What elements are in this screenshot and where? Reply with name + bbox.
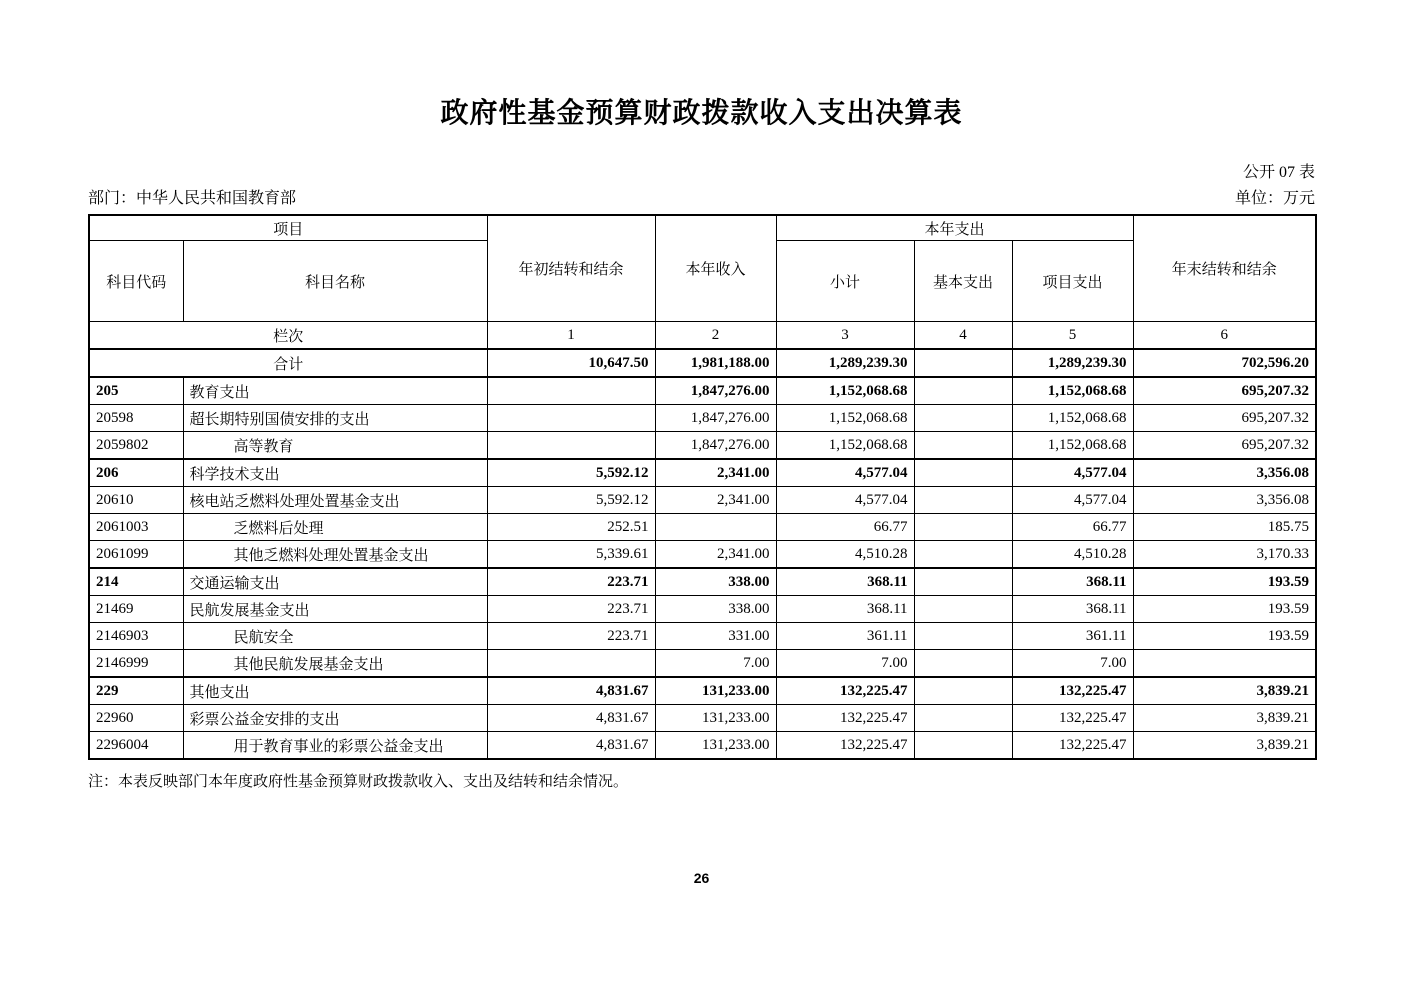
table-row (89, 732, 1316, 760)
subject-code-cell: 21469 (89, 596, 183, 623)
subject-name-cell: 教育支出 (183, 377, 487, 405)
subject-code-cell: 205 (89, 377, 183, 405)
subject-name-cell: 核电站乏燃料处理处置基金支出 (183, 487, 487, 514)
value-cell (914, 459, 1012, 487)
value-cell: 1,152,068.68 (776, 377, 914, 405)
column-index-label: 栏次 (89, 322, 487, 350)
value-cell: 3,356.08 (1133, 459, 1316, 487)
document-sheet (88, 0, 1315, 792)
value-cell (914, 650, 1012, 678)
header-end-balance: 年末结转和结余 (1133, 215, 1316, 322)
header-project: 项目 (89, 215, 487, 241)
value-cell (914, 377, 1012, 405)
value-cell: 4,510.28 (776, 541, 914, 569)
value-cell: 252.51 (487, 514, 655, 541)
value-cell: 132,225.47 (1012, 705, 1133, 732)
value-cell: 3,839.21 (1133, 732, 1316, 760)
value-cell: 4,577.04 (1012, 487, 1133, 514)
value-cell: 185.75 (1133, 514, 1316, 541)
value-cell: 2,341.00 (655, 541, 776, 569)
budget-table (88, 214, 1317, 760)
column-index: 5 (1012, 322, 1133, 350)
table-row (89, 432, 1316, 460)
value-cell: 368.11 (1012, 568, 1133, 596)
table-row (89, 677, 1316, 705)
value-cell (1133, 650, 1316, 678)
value-cell: 132,225.47 (776, 732, 914, 760)
value-cell: 695,207.32 (1133, 377, 1316, 405)
header-subject-name: 科目名称 (183, 241, 487, 322)
value-cell: 1,981,188.00 (655, 349, 776, 377)
value-cell: 695,207.32 (1133, 432, 1316, 460)
value-cell (487, 650, 655, 678)
unit-label: 单位：万元 (1234, 190, 1315, 207)
subject-code-cell: 2296004 (89, 732, 183, 760)
value-cell: 7.00 (1012, 650, 1133, 678)
value-cell: 1,847,276.00 (655, 377, 776, 405)
value-cell (914, 732, 1012, 760)
value-cell: 1,152,068.68 (776, 405, 914, 432)
subject-name-cell: 彩票公益金安排的支出 (183, 705, 487, 732)
table-row (89, 459, 1316, 487)
value-cell (487, 377, 655, 405)
value-cell: 66.77 (776, 514, 914, 541)
table-row (89, 650, 1316, 678)
value-cell: 4,577.04 (1012, 459, 1133, 487)
value-cell: 702,596.20 (1133, 349, 1316, 377)
table-row (89, 514, 1316, 541)
subject-code-cell: 2061099 (89, 541, 183, 569)
value-cell (487, 405, 655, 432)
value-cell: 1,847,276.00 (655, 432, 776, 460)
value-cell (914, 596, 1012, 623)
value-cell: 193.59 (1133, 623, 1316, 650)
subject-code-cell: 2059802 (89, 432, 183, 460)
value-cell: 131,233.00 (655, 732, 776, 760)
value-cell: 361.11 (776, 623, 914, 650)
value-cell: 7.00 (655, 650, 776, 678)
value-cell: 368.11 (776, 596, 914, 623)
header-row-1 (89, 215, 1316, 241)
subject-name-cell: 其他民航发展基金支出 (183, 650, 487, 678)
subject-name-cell: 用于教育事业的彩票公益金支出 (183, 732, 487, 760)
value-cell: 193.59 (1133, 568, 1316, 596)
value-cell: 66.77 (1012, 514, 1133, 541)
subject-code-cell: 229 (89, 677, 183, 705)
column-index: 3 (776, 322, 914, 350)
table-row (89, 596, 1316, 623)
header-begin-balance: 年初结转和结余 (487, 215, 655, 322)
value-cell: 368.11 (776, 568, 914, 596)
value-cell (914, 487, 1012, 514)
table-row (89, 405, 1316, 432)
header-current-expense: 本年支出 (776, 215, 1133, 241)
value-cell: 132,225.47 (776, 677, 914, 705)
subject-code-cell: 214 (89, 568, 183, 596)
value-cell: 223.71 (487, 568, 655, 596)
table-body (89, 349, 1316, 759)
table-header (89, 215, 1316, 349)
table-code-label: 公开 07 表 (1242, 164, 1315, 181)
value-cell (914, 349, 1012, 377)
value-cell: 132,225.47 (1012, 732, 1133, 760)
header-current-income: 本年收入 (655, 215, 776, 322)
subject-code-cell: 22960 (89, 705, 183, 732)
value-cell: 695,207.32 (1133, 405, 1316, 432)
column-index: 4 (914, 322, 1012, 350)
value-cell (914, 568, 1012, 596)
subject-name-cell: 民航安全 (183, 623, 487, 650)
value-cell: 132,225.47 (776, 705, 914, 732)
page-title: 政府性基金预算财政拨款收入支出决算表 (440, 98, 963, 129)
value-cell: 1,847,276.00 (655, 405, 776, 432)
subject-name-cell: 交通运输支出 (183, 568, 487, 596)
value-cell: 4,831.67 (487, 677, 655, 705)
value-cell (914, 432, 1012, 460)
table-row (89, 377, 1316, 405)
value-cell: 2,341.00 (655, 487, 776, 514)
value-cell: 3,170.33 (1133, 541, 1316, 569)
value-cell: 3,839.21 (1133, 705, 1316, 732)
subject-name-cell: 高等教育 (183, 432, 487, 460)
subject-code-cell: 2061003 (89, 514, 183, 541)
meta-row (88, 188, 1315, 210)
value-cell (914, 623, 1012, 650)
subject-name-cell: 民航发展基金支出 (183, 596, 487, 623)
value-cell: 5,592.12 (487, 459, 655, 487)
value-cell: 338.00 (655, 596, 776, 623)
value-cell: 193.59 (1133, 596, 1316, 623)
value-cell: 2,341.00 (655, 459, 776, 487)
subject-code-cell: 20610 (89, 487, 183, 514)
column-index: 6 (1133, 322, 1316, 350)
value-cell: 4,831.67 (487, 732, 655, 760)
subject-name-cell: 其他支出 (183, 677, 487, 705)
header-subject-code: 科目代码 (89, 241, 183, 322)
value-cell: 223.71 (487, 623, 655, 650)
value-cell: 5,339.61 (487, 541, 655, 569)
value-cell: 1,152,068.68 (776, 432, 914, 460)
value-cell: 3,356.08 (1133, 487, 1316, 514)
value-cell (655, 514, 776, 541)
value-cell: 1,289,239.30 (1012, 349, 1133, 377)
value-cell: 1,289,239.30 (776, 349, 914, 377)
value-cell (487, 432, 655, 460)
subject-name-cell: 乏燃料后处理 (183, 514, 487, 541)
value-cell (914, 541, 1012, 569)
column-index-row (89, 322, 1316, 350)
table-row (89, 541, 1316, 569)
table-row (89, 487, 1316, 514)
value-cell: 131,233.00 (655, 705, 776, 732)
table-row (89, 349, 1316, 377)
row-total-label: 合计 (89, 349, 487, 377)
value-cell (914, 705, 1012, 732)
value-cell: 7.00 (776, 650, 914, 678)
subject-code-cell: 2146903 (89, 623, 183, 650)
value-cell: 1,152,068.68 (1012, 432, 1133, 460)
value-cell: 131,233.00 (655, 677, 776, 705)
subject-name-cell: 超长期特别国债安排的支出 (183, 405, 487, 432)
value-cell: 4,510.28 (1012, 541, 1133, 569)
value-cell: 3,839.21 (1133, 677, 1316, 705)
value-cell: 132,225.47 (1012, 677, 1133, 705)
value-cell (914, 677, 1012, 705)
subject-name-cell: 其他乏燃料处理处置基金支出 (183, 541, 487, 569)
value-cell: 4,831.67 (487, 705, 655, 732)
value-cell: 1,152,068.68 (1012, 377, 1133, 405)
value-cell: 338.00 (655, 568, 776, 596)
header-project-expense: 项目支出 (1012, 241, 1133, 322)
note-text: 注：本表反映部门本年度政府性基金预算财政拨款收入、支出及结转和结余情况。 (88, 774, 629, 790)
table-row (89, 568, 1316, 596)
value-cell: 223.71 (487, 596, 655, 623)
value-cell: 5,592.12 (487, 487, 655, 514)
value-cell (914, 405, 1012, 432)
value-cell: 361.11 (1012, 623, 1133, 650)
value-cell (914, 514, 1012, 541)
value-cell: 331.00 (655, 623, 776, 650)
value-cell: 4,577.04 (776, 459, 914, 487)
value-cell: 4,577.04 (776, 487, 914, 514)
column-index: 1 (487, 322, 655, 350)
subject-code-cell: 206 (89, 459, 183, 487)
table-row (89, 623, 1316, 650)
department-label: 部门：中华人民共和国教育部 (88, 190, 297, 207)
value-cell: 10,647.50 (487, 349, 655, 377)
subject-code-cell: 2146999 (89, 650, 183, 678)
subject-code-cell: 20598 (89, 405, 183, 432)
header-subtotal: 小计 (776, 241, 914, 322)
table-row (89, 705, 1316, 732)
header-basic-expense: 基本支出 (914, 241, 1012, 322)
value-cell: 1,152,068.68 (1012, 405, 1133, 432)
subject-name-cell: 科学技术支出 (183, 459, 487, 487)
value-cell: 368.11 (1012, 596, 1133, 623)
page-number: 26 (693, 870, 710, 886)
column-index: 2 (655, 322, 776, 350)
